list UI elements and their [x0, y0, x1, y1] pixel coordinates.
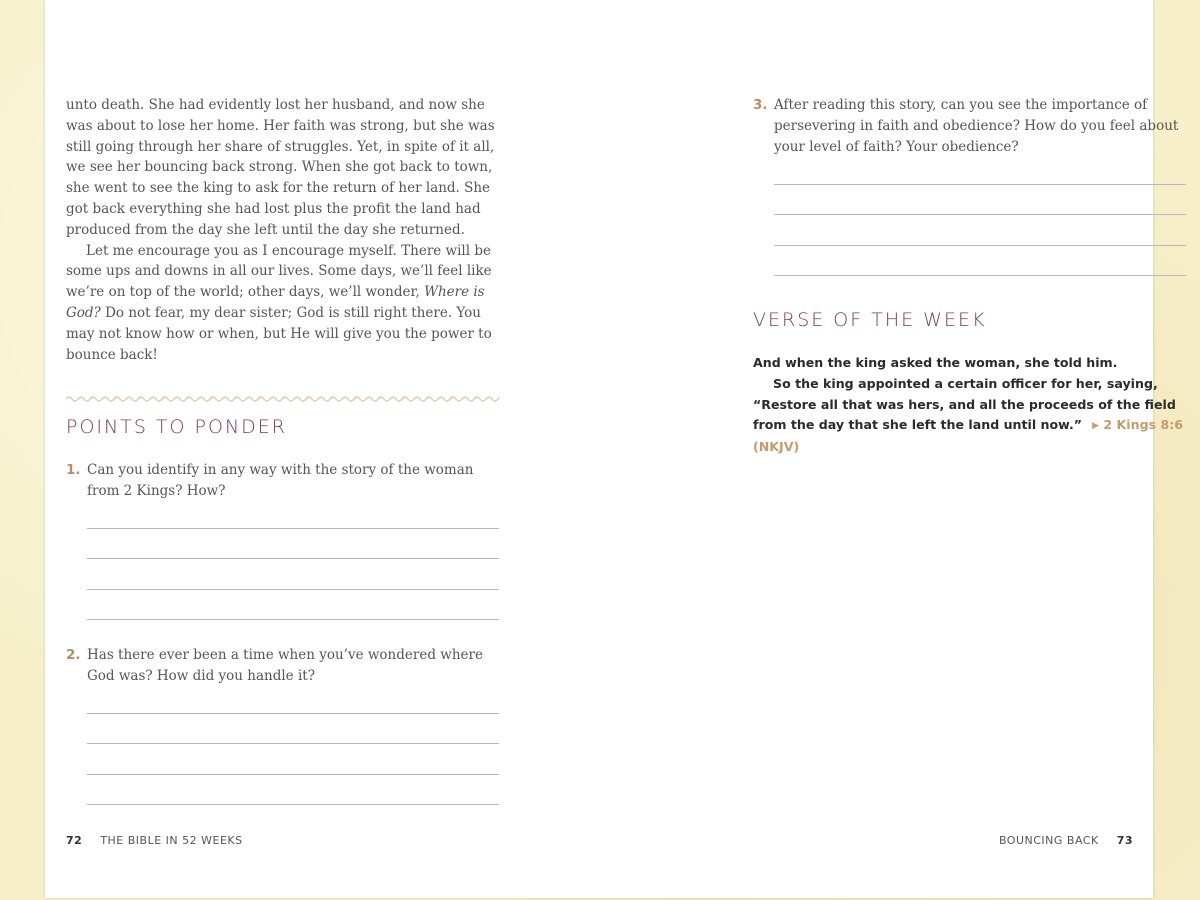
- answer-line[interactable]: [87, 590, 499, 621]
- page-number: 72: [66, 834, 83, 847]
- verse-line-1: And when the king asked the woman, she told him.: [753, 355, 1118, 370]
- answer-line[interactable]: [87, 714, 499, 745]
- wavy-divider: [66, 394, 500, 404]
- body-text: [66, 95, 502, 365]
- answer-line[interactable]: [87, 775, 499, 806]
- question-3: [753, 95, 1189, 157]
- verse-text: So the king appointed a certain officer for her, saying, “Restore all that was hers, and all the proceeds of the field from the day that she left the land until now.”: [753, 375, 1176, 433]
- paragraph-2: [66, 241, 502, 366]
- question-number: 2.: [66, 647, 81, 663]
- running-title: THE BIBLE IN 52 WEEKS: [100, 834, 243, 847]
- question-number: 1.: [66, 462, 81, 478]
- answer-line[interactable]: [87, 683, 499, 714]
- points-to-ponder-heading: POINTS TO PONDER: [66, 416, 287, 438]
- question-2: [66, 645, 502, 687]
- answer-lines-1[interactable]: [87, 498, 499, 620]
- answer-line[interactable]: [774, 246, 1186, 277]
- verse-block: [753, 353, 1189, 458]
- paragraph-2-start: Let me encourage you as I encourage myself. There will be some ups and downs in all our lives. Some days, we’ll feel like we’re on top of the world; other days, we’ll wonder,: [66, 242, 492, 301]
- answer-line[interactable]: [87, 498, 499, 529]
- answer-line[interactable]: [774, 154, 1186, 185]
- verse-reference-text: 2 Kings 8:6 (NKJV): [753, 417, 1184, 455]
- paragraph-2-end: Do not fear, my dear sister; God is still right there. You may not know how or when, but He will give you the power to bounce back!: [66, 304, 492, 363]
- triangle-marker-icon: ▶: [1092, 421, 1099, 432]
- question-text: After reading this story, can you see the importance of persevering in faith and obedience? How do you feel about your level of faith? Your obedience?: [774, 97, 1179, 155]
- right-page: [599, 0, 1184, 898]
- question-text: Has there ever been a time when you’ve wondered where God was? How did you handle it?: [87, 647, 483, 684]
- left-footer: [66, 834, 243, 847]
- italic-question: Where is God?: [66, 284, 485, 321]
- question-text: Can you identify in any way with the story of the woman from 2 Kings? How?: [87, 462, 474, 499]
- answer-line[interactable]: [774, 215, 1186, 246]
- answer-line[interactable]: [87, 529, 499, 560]
- verse-of-the-week-heading: VERSE OF THE WEEK: [753, 309, 987, 331]
- verse-line-2: [753, 374, 1189, 458]
- book-spread: [45, 0, 1184, 898]
- answer-line[interactable]: [87, 744, 499, 775]
- running-title: BOUNCING BACK: [998, 834, 1099, 847]
- left-page: [45, 0, 599, 898]
- answer-lines-2[interactable]: [87, 683, 499, 805]
- answer-line[interactable]: [87, 559, 499, 590]
- paragraph-1: unto death. She had evidently lost her husband, and now she was about to lose her home. Her faith was strong, but she was still going through her share of struggles. Yet, in spite of it all, we see her bouncing back strong. When she got back to town, she went to see the king to ask for the return of her land. She got back everything she had lost plus the profit the land had produced from the day she left until the day she returned.: [66, 97, 495, 238]
- answer-lines-3[interactable]: [774, 154, 1186, 276]
- page-number: 73: [1116, 834, 1133, 847]
- answer-line[interactable]: [774, 185, 1186, 216]
- right-footer: [999, 834, 1133, 847]
- question-1: [66, 460, 502, 502]
- question-number: 3.: [753, 97, 768, 113]
